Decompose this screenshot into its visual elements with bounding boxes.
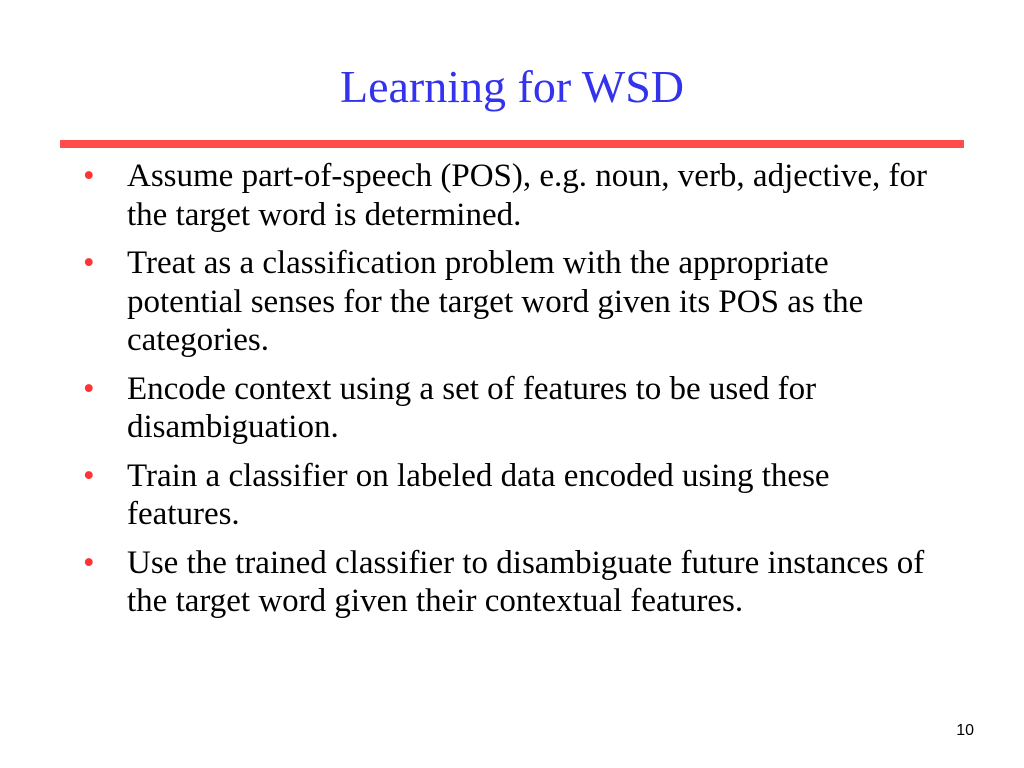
list-item <box>83 457 943 534</box>
title-underline-rule <box>60 140 964 148</box>
list-item <box>83 544 943 621</box>
bullet-text: Train a classifier on labeled data encoded using these features. <box>127 457 830 532</box>
bullet-icon: • <box>83 158 95 194</box>
bullet-icon: • <box>83 457 95 494</box>
bullet-text: Treat as a classification problem with the appropriate potential senses for the target word given its POS as the categories. <box>127 245 864 358</box>
bullet-text: Assume part-of-speech (POS), e.g. noun, verb, adjective, for the target word is determined. <box>127 158 928 233</box>
bullet-list <box>83 157 943 631</box>
bullet-text: Encode context using a set of features to be used for disambiguation. <box>127 370 817 445</box>
bullet-icon: • <box>83 544 95 581</box>
list-item <box>83 157 943 234</box>
page-number: 10 <box>956 722 974 739</box>
list-item <box>83 244 943 360</box>
bullet-icon: • <box>83 245 95 281</box>
bullet-icon: • <box>83 370 95 407</box>
bullet-text: Use the trained classifier to disambiguate future instances of the target word given their contextual features. <box>127 544 925 619</box>
list-item <box>83 370 943 447</box>
slide-title: Learning for WSD <box>339 61 685 112</box>
